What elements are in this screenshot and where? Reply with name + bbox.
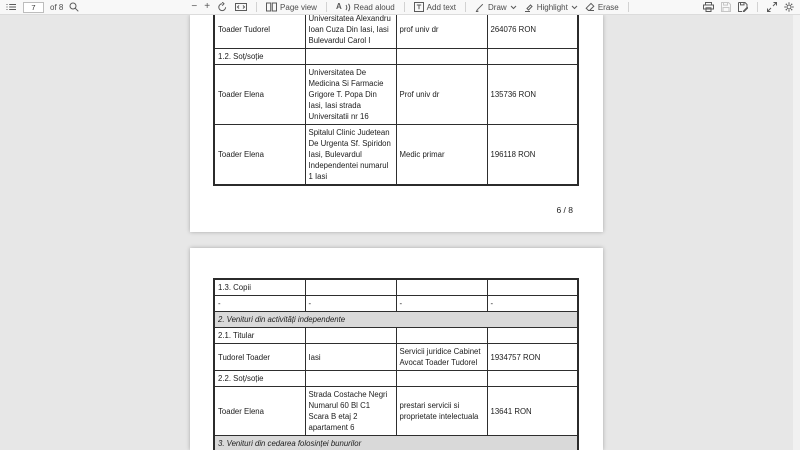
add-text-button[interactable] [414,2,456,12]
table-row [214,15,578,49]
table-row [214,49,578,65]
table-cell [487,371,578,387]
table-cell [487,279,578,296]
table-row [214,436,578,450]
table-cell: Prof univ dr [396,65,487,125]
table-row [214,312,578,328]
toolbar-main-group [191,2,794,12]
rotate-icon [217,2,228,12]
table-row [214,296,578,312]
table-cell [305,371,396,387]
table-cell: Toader Tudorel [214,15,305,49]
pdf-toolbar [0,0,800,15]
table-row [214,65,578,125]
table-cell: Medic primar [396,125,487,186]
eraser-icon [585,2,595,12]
table-cell: 1.3. Copii [214,279,305,296]
zoom-out-button[interactable] [191,2,197,12]
toolbar-separator [404,2,405,12]
zoom-out-icon: − [191,1,198,12]
draw-pen-icon [475,2,485,12]
add-text-label: Add text [426,2,457,12]
table-cell: prestari servicii si proprietate intelectuala [396,387,487,436]
print-icon [703,2,714,12]
page-view-label: Page view [280,2,317,12]
save-as-button[interactable] [738,2,748,12]
read-aloud-icon: A [335,2,342,11]
highlight-label: Highlight [536,2,568,12]
highlight-button[interactable] [524,2,578,12]
table-cell: Toader Elena [214,387,305,436]
section-header-cell: 2. Venituri din activități independente [214,312,578,328]
table-cell: 13641 RON [487,387,578,436]
save-button [721,2,731,12]
table-cell: 135736 RON [487,65,578,125]
search-icon [69,2,79,12]
toolbar-separator [326,2,327,12]
table-cell: - [214,296,305,312]
table-cell [305,279,396,296]
table-cell [487,328,578,344]
save-as-icon [738,2,748,12]
zoom-in-icon: + [204,1,211,12]
declaration-table-page-6 [213,15,579,186]
pdf-page-6 [190,15,603,232]
table-of-contents-button[interactable] [6,2,17,12]
table-cell: - [305,296,396,312]
table-cell: - [487,296,578,312]
settings-button[interactable] [784,2,794,12]
pdf-viewer-canvas[interactable] [0,15,800,450]
table-cell [487,49,578,65]
table-cell [305,328,396,344]
declaration-table-page-7 [213,278,579,450]
vertical-scrollbar[interactable] [793,15,800,450]
gear-icon [784,2,794,12]
chevron-down-icon [510,5,517,10]
toolbar-separator [465,2,466,12]
fullscreen-expand-icon [767,2,777,12]
table-cell [396,328,487,344]
table-cell: 2.1. Titular [214,328,305,344]
table-row [214,344,578,371]
table-cell: Spitalul Clinic Judetean De Urgenta Sf. Spiridon Iasi, Bulevardul Independentei numarul 1 Iasi [305,125,396,186]
erase-label: Erase [597,2,619,12]
table-row [214,387,578,436]
table-cell [305,49,396,65]
table-cell: Tudorel Toader [214,344,305,371]
toolbar-left-group [6,2,79,13]
toolbar-separator [757,2,758,12]
save-icon [721,2,731,12]
erase-button[interactable] [585,2,619,12]
page-number-input[interactable] [23,2,44,13]
read-aloud-label: Read aloud [353,2,395,12]
table-cell: - [396,296,487,312]
table-cell: Toader Elena [214,125,305,186]
draw-button[interactable] [475,2,517,12]
table-row [214,328,578,344]
add-text-icon [414,2,424,12]
table-cell: 1934757 RON [487,344,578,371]
sound-waves-icon [345,3,351,12]
draw-label: Draw [488,2,507,12]
toolbar-separator [628,2,629,12]
table-cell: 264076 RON [487,15,578,49]
table-row [214,279,578,296]
read-aloud-button[interactable] [336,3,395,12]
toolbar-separator [256,2,257,12]
table-cell: Iasi [305,344,396,371]
section-header-cell: 3. Venituri din cedarea folosinței bunurilor [214,436,578,450]
rotate-button[interactable] [217,2,228,12]
table-cell [396,371,487,387]
print-button[interactable] [703,2,714,12]
fit-to-width-icon [235,2,247,12]
table-cell: Servicii juridice Cabinet Avocat Toader Tudorel [396,344,487,371]
table-cell [396,49,487,65]
page-number-footer: 6 / 8 [556,205,573,215]
table-cell [396,279,487,296]
page-view-icon [266,2,277,12]
table-row [214,125,578,186]
chevron-down-icon [571,5,578,10]
table-cell: 196118 RON [487,125,578,186]
search-button[interactable] [69,2,79,12]
table-cell: 1.2. Soț/soție [214,49,305,65]
table-cell: prof univ dr [396,15,487,49]
table-cell: Universitatea De Medicina Si Farmacie Grigore T. Popa Din Iasi, Iasi strada Universitatii nr 16 [305,65,396,125]
table-cell: Strada Costache Negri Numarul 60 Bl C1 Scara B etaj 2 apartament 6 [305,387,396,436]
highlighter-icon [524,2,534,12]
page-count-label: of 8 [50,2,64,12]
pdf-page-7 [190,248,603,450]
table-row [214,371,578,387]
zoom-in-button[interactable] [204,2,210,12]
fullscreen-button[interactable] [767,2,777,12]
table-cell: 2.2. Soț/soție [214,371,305,387]
table-cell: Universitatea Alexandru Ioan Cuza Din Iasi, Iasi Bulevardul Carol I [305,15,396,49]
fit-to-width-button[interactable] [235,2,247,12]
table-of-contents-icon [6,2,17,12]
table-cell: Toader Elena [214,65,305,125]
page-view-button[interactable] [266,2,317,12]
